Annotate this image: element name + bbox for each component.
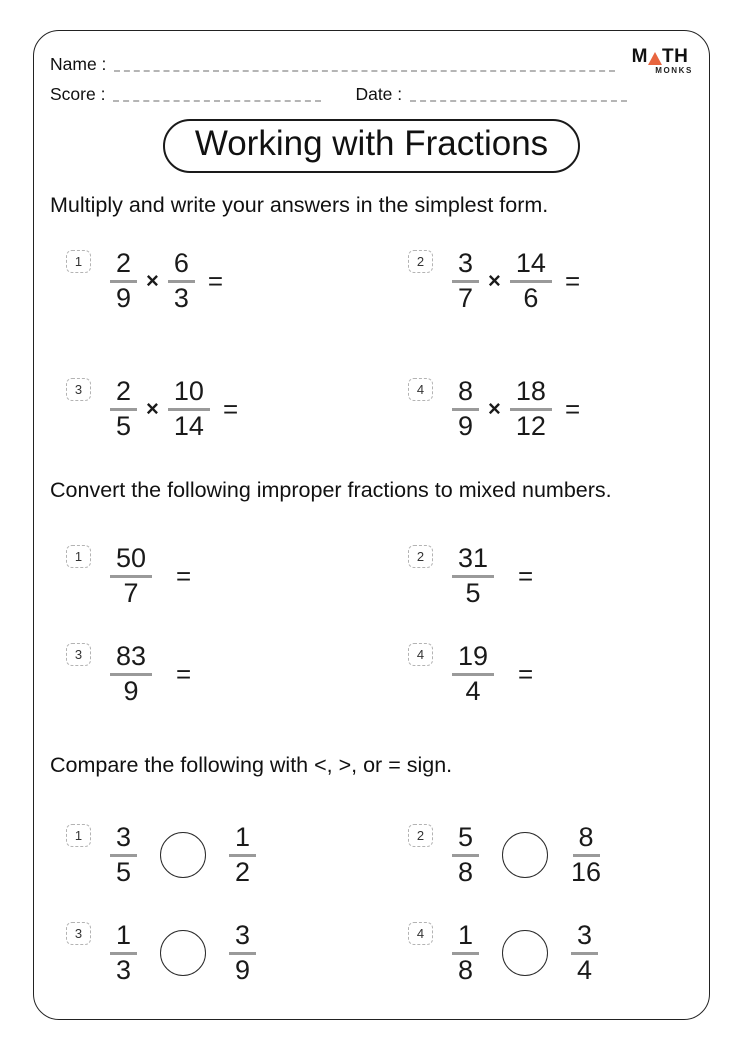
math-monks-logo [627, 47, 693, 75]
comparison-answer-circle[interactable] [160, 930, 206, 976]
logo-math-text [627, 47, 693, 66]
problem-item [66, 378, 408, 440]
problem-number-badge: 3 [66, 643, 91, 666]
fraction-denominator: 2 [235, 856, 251, 887]
fraction-denominator: 9 [458, 410, 474, 441]
section-compare [50, 753, 693, 984]
fraction-numerator: 8 [573, 824, 600, 857]
problem-number-badge: 1 [66, 545, 91, 568]
fraction-1 [110, 250, 137, 312]
fraction-denominator: 9 [235, 954, 251, 985]
problem-item [66, 824, 408, 886]
fraction-denominator: 5 [116, 856, 132, 887]
instruction-compare: Compare the following with <, >, or = sign. [50, 753, 453, 778]
fraction-1 [110, 545, 152, 607]
problem-item [66, 922, 408, 984]
score-label: Score : [50, 84, 106, 104]
section-multiply [50, 193, 693, 440]
fraction-2 [168, 250, 195, 312]
multiply-operator-icon: × [488, 396, 501, 422]
fraction-numerator: 3 [229, 922, 256, 955]
equals-sign: = [564, 265, 581, 296]
fraction-numerator: 6 [168, 250, 195, 283]
logo-letter-m: M [631, 46, 648, 67]
name-input-line[interactable] [114, 58, 615, 72]
fraction-numerator: 5 [452, 824, 479, 857]
problem-item [66, 545, 408, 607]
fraction-numerator: 3 [110, 824, 137, 857]
worksheet-page [33, 30, 710, 1020]
instruction-multiply: Multiply and write your answers in the simplest form. [50, 193, 549, 217]
fraction-numerator: 19 [452, 643, 494, 676]
fraction-2 [510, 250, 552, 312]
multiply-operator-icon: × [488, 268, 501, 294]
problem-item [408, 643, 693, 705]
problem-number-badge: 3 [66, 378, 91, 401]
equals-sign: = [564, 393, 581, 424]
fraction-1 [452, 250, 479, 312]
fraction-1 [110, 824, 137, 886]
name-label: Name : [50, 54, 107, 74]
fraction-numerator: 2 [110, 250, 137, 283]
problem-item [408, 824, 693, 886]
equals-sign: = [176, 658, 192, 689]
fraction-2 [571, 922, 598, 984]
equals-sign: = [222, 393, 239, 424]
problem-number-badge: 1 [66, 824, 91, 847]
equals-sign: = [518, 560, 534, 591]
problem-number-badge: 4 [408, 922, 433, 945]
page-title: Working with Fractions [163, 119, 580, 173]
problem-item [408, 922, 693, 984]
equals-sign: = [176, 560, 192, 591]
equals-sign: = [518, 658, 534, 689]
problem-item [66, 250, 408, 312]
fraction-numerator: 1 [229, 824, 256, 857]
comparison-answer-circle[interactable] [502, 832, 548, 878]
problems-grid [50, 824, 693, 984]
fraction-1 [452, 643, 494, 705]
fraction-numerator: 3 [452, 250, 479, 283]
fraction-denominator: 5 [465, 577, 481, 608]
fraction-denominator: 3 [116, 954, 132, 985]
fraction-denominator: 4 [465, 675, 481, 706]
fraction-denominator: 3 [173, 282, 189, 313]
fraction-numerator: 1 [452, 922, 479, 955]
date-label: Date : [355, 84, 403, 104]
problem-item [66, 643, 408, 705]
problem-number-badge: 2 [408, 250, 433, 273]
score-input-line[interactable] [113, 88, 321, 102]
problems-grid [50, 545, 693, 705]
fraction-numerator: 8 [452, 378, 479, 411]
problem-item [408, 545, 693, 607]
fraction-denominator: 7 [458, 282, 474, 313]
fraction-denominator: 8 [458, 856, 474, 887]
fraction-1 [452, 545, 494, 607]
date-input-line[interactable] [410, 88, 627, 102]
problem-number-badge: 4 [408, 643, 433, 666]
problem-item [408, 250, 693, 312]
fraction-numerator: 1 [110, 922, 137, 955]
fraction-denominator: 9 [123, 675, 139, 706]
fraction-numerator: 50 [110, 545, 152, 578]
fraction-denominator: 9 [116, 282, 132, 313]
fraction-numerator: 18 [510, 378, 552, 411]
fraction-denominator: 7 [123, 577, 139, 608]
comparison-answer-circle[interactable] [160, 832, 206, 878]
fraction-1 [110, 643, 152, 705]
problem-number-badge: 1 [66, 250, 91, 273]
problems-grid [50, 250, 693, 440]
section-convert [50, 478, 693, 705]
fraction-2 [571, 824, 601, 886]
fraction-1 [110, 378, 137, 440]
fraction-denominator: 6 [523, 282, 539, 313]
header-name-row [50, 47, 693, 75]
fraction-denominator: 14 [173, 410, 204, 441]
fraction-2 [229, 922, 256, 984]
instruction-convert: Convert the following improper fractions to mixed numbers. [50, 478, 612, 503]
comparison-answer-circle[interactable] [502, 930, 548, 976]
fraction-numerator: 31 [452, 545, 494, 578]
fraction-numerator: 83 [110, 643, 152, 676]
logo-letters-th: TH [662, 46, 689, 67]
header-score-row [50, 84, 693, 105]
fraction-1 [452, 824, 479, 886]
fraction-1 [452, 378, 479, 440]
fraction-denominator: 16 [571, 856, 602, 887]
equals-sign: = [207, 265, 224, 296]
problem-item [408, 378, 693, 440]
fraction-numerator: 2 [110, 378, 137, 411]
problem-number-badge: 4 [408, 378, 433, 401]
fraction-denominator: 5 [116, 410, 132, 441]
problem-number-badge: 2 [408, 545, 433, 568]
fraction-1 [452, 922, 479, 984]
fraction-2 [229, 824, 256, 886]
fraction-numerator: 10 [168, 378, 210, 411]
fraction-numerator: 3 [571, 922, 598, 955]
logo-monks-text: MONKS [655, 66, 693, 75]
fraction-1 [110, 922, 137, 984]
multiply-operator-icon: × [146, 268, 159, 294]
logo-triangle-icon [648, 52, 662, 65]
fraction-numerator: 14 [510, 250, 552, 283]
fraction-2 [168, 378, 210, 440]
fraction-denominator: 12 [515, 410, 546, 441]
multiply-operator-icon: × [146, 396, 159, 422]
fraction-denominator: 4 [577, 954, 593, 985]
problem-number-badge: 3 [66, 922, 91, 945]
fraction-denominator: 8 [458, 954, 474, 985]
fraction-2 [510, 378, 552, 440]
problem-number-badge: 2 [408, 824, 433, 847]
